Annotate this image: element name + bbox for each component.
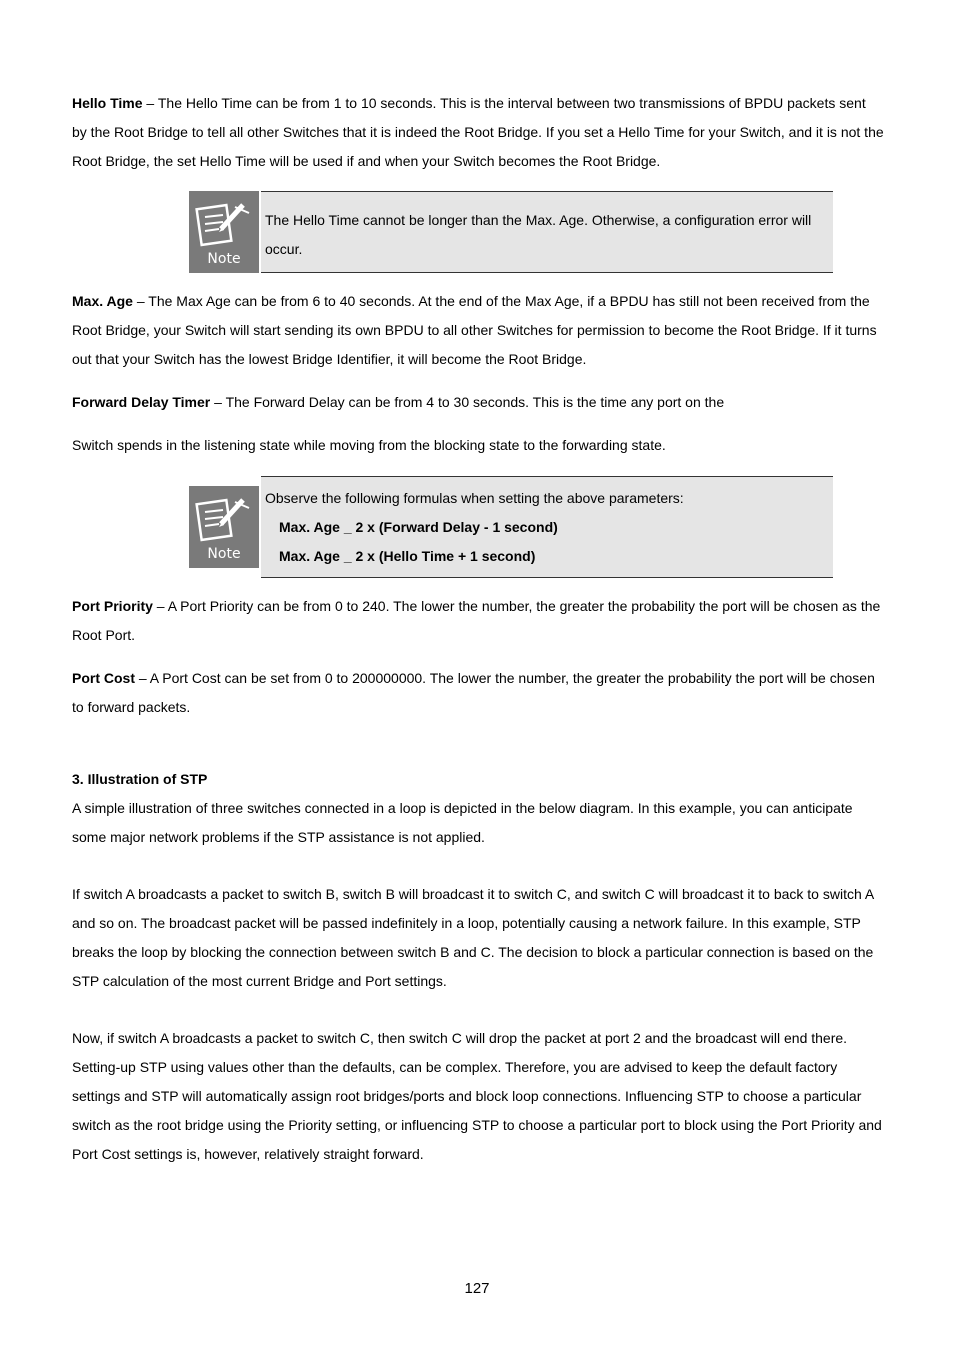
port-priority-text: – A Port Priority can be from 0 to 240. The lower the number, the greater the probability the port will be chosen as the Root Port. <box>72 598 881 643</box>
note-icon <box>189 486 259 568</box>
port-priority-paragraph <box>72 592 884 650</box>
note-formulas-intro: Observe the following formulas when setting the above parameters: <box>265 490 684 506</box>
max-age-paragraph <box>72 287 884 374</box>
pencil-paper-icon <box>195 199 253 249</box>
port-priority-term: Port Priority <box>72 598 153 614</box>
port-cost-text: – A Port Cost can be set from 0 to 200000000. The lower the number, the greater the probability the port will be chosen to forward packets. <box>72 670 875 715</box>
hello-time-term: Hello Time <box>72 95 143 111</box>
note-icon <box>189 191 259 273</box>
section-heading: 3. Illustration of STP <box>72 771 208 787</box>
stp-loop-paragraph: If switch A broadcasts a packet to switch B, switch B will broadcast it to switch C, and switch C will broadcast it to back to switch A and so on. The broadcast packet will be passed indefinitely in a loop, potentially causing a network failure. In this example, STP breaks the loop by blocking the connection between switch B and C. The decision to block a particular connection is based on the STP calculation of the most current Bridge and Port settings. <box>72 886 874 989</box>
stp-intro-paragraph: A simple illustration of three switches connected in a loop is depicted in the below diagram. In this example, you can anticipate some major network problems if the STP assistance is not applied. <box>72 800 853 845</box>
max-age-term: Max. Age <box>72 293 133 309</box>
note-text: The Hello Time cannot be longer than the Max. Age. Otherwise, a configuration error will occur. <box>261 191 833 273</box>
forward-delay-term: Forward Delay Timer <box>72 394 211 410</box>
hello-time-paragraph <box>72 89 884 176</box>
port-cost-term: Port Cost <box>72 670 135 686</box>
forward-delay-text: – The Forward Delay can be from 4 to 30 seconds. This is the time any port on the <box>210 394 725 410</box>
note-formulas-body <box>261 476 833 578</box>
note-formulas <box>189 476 833 578</box>
stp-settings-paragraph: Now, if switch A broadcasts a packet to switch C, then switch C will drop the packet at port 2 and the broadcast will end there. Setting-up STP using values other than the defaults, can be complex. Therefore, you are advised to keep the default factory settings and STP will automatically assign root bridges/ports and block loop connections. Influencing STP to choose a particular switch as the root bridge using the Priority setting, or influencing STP to choose a particular port to block using the Port Priority and Port Cost settings is, however, relatively straight forward. <box>72 1030 882 1162</box>
formula-hello-time: Max. Age _ 2 x (Hello Time + 1 second) <box>279 548 536 564</box>
forward-delay-paragraph <box>72 388 884 417</box>
hello-time-text: – The Hello Time can be from 1 to 10 seconds. This is the interval between two transmissions of BPDU packets sent by the Root Bridge to tell all other Switches that it is indeed the Root Bridge. If you set a Hello Time for your Switch, and it is not the Root Bridge, the set Hello Time will be used if and when your Switch becomes the Root Bridge. <box>72 95 884 169</box>
pencil-paper-icon <box>195 494 253 544</box>
max-age-text: – The Max Age can be from 6 to 40 seconds. At the end of the Max Age, if a BPDU has still not been received from the Root Bridge, your Switch will start sending its own BPDU to all other Switches for permission to become the Root Bridge. If it turns out that your Switch has the lowest Bridge Identifier, it will become the Root Bridge. <box>72 293 877 367</box>
note-hello-time <box>189 191 833 273</box>
forward-delay-continuation: Switch spends in the listening state while moving from the blocking state to the forwarding state. <box>72 437 666 453</box>
note-label: Note <box>207 546 241 562</box>
formula-forward-delay: Max. Age _ 2 x (Forward Delay - 1 second) <box>279 519 558 535</box>
note-label: Note <box>207 251 241 267</box>
page-number: 127 <box>464 1280 490 1297</box>
port-cost-paragraph <box>72 664 884 722</box>
